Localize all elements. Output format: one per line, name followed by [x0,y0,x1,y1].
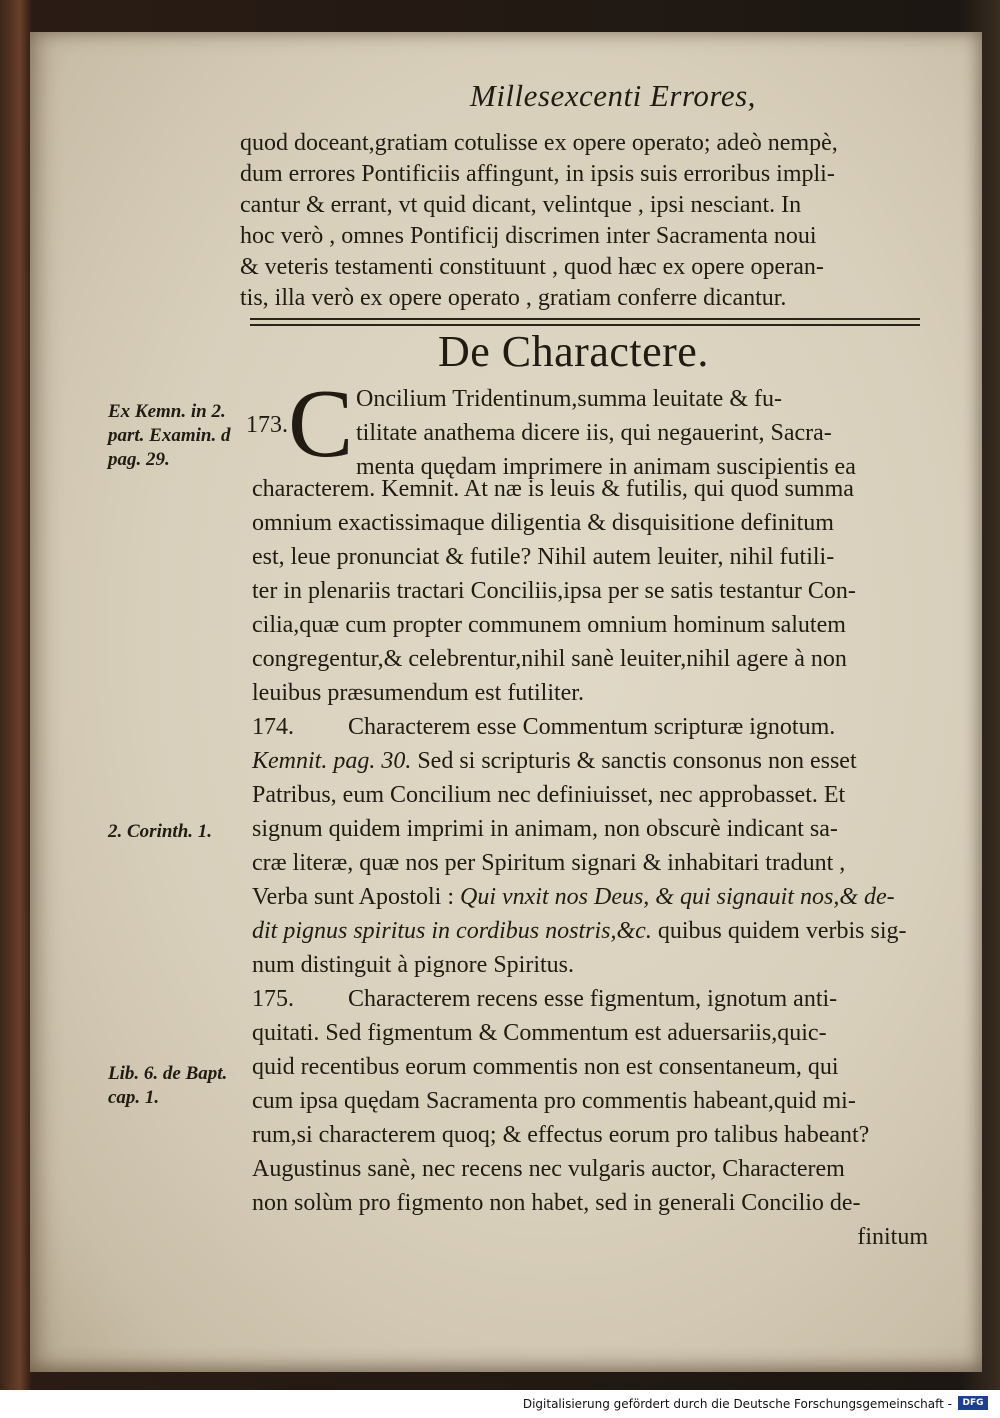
text-line: quid recentibus eorum commentis non est consentaneum, qui [252,1054,839,1080]
text-line: menta quędam imprimere in animam suscipientis ea [356,454,856,480]
text-line: tis, illa verò ex opere operato , gratiam conferre dicantur. [240,285,787,311]
text-line: leuibus præsumendum est futiliter. [252,680,584,706]
text-line [252,744,928,778]
marginal-line: Ex Kemn. in 2. [108,401,226,422]
text-line: cum ipsa quędam Sacramenta pro commentis habeant,quid mi- [252,1088,856,1114]
quotation: Qui vnxit nos Deus, & qui signauit nos,& de- [460,884,895,910]
text-line: finitum [857,1224,928,1250]
text-line: signum quidem imprimi in animam, non obscurè indicant sa- [252,816,838,842]
text-line: Characterem esse Commentum scripturæ ignotum. [348,714,836,740]
text-line: Patribus, eum Concilium nec definiuisset, nec approbasset. Et [252,782,846,808]
text-line: omnium exactissimaque diligentia & disquisitione definitum [252,510,834,536]
main-text [252,472,928,1254]
paragraph-173-opening [356,382,928,484]
book-page [30,32,982,1372]
text-line: non solùm pro figmento non habet, sed in generali Concilio de- [252,1190,861,1216]
marginal-note [108,1062,248,1110]
funding-credit: Digitalisierung gefördert durch die Deutsche Forschungsgemeinschaft - [522,1397,952,1411]
marginal-line: Lib. 6. de Bapt. [108,1063,228,1084]
paragraph-175-head [252,982,928,1016]
text-line [252,880,928,914]
drop-cap: C [288,370,354,478]
section-rule [250,318,920,320]
text-span: quibus quidem verbis sig- [657,918,907,944]
marginal-line: cap. 1. [108,1087,160,1108]
text-line: est, leue pronunciat & futile? Nihil autem leuiter, nihil futili- [252,544,835,570]
running-head: Millesexcenti Errores, [470,78,756,113]
text-line: cræ literæ, quæ nos per Spiritum signari & inhabitari tradunt , [252,850,846,876]
text-line: characterem. Kemnit. At næ is leuis & futilis, qui quod summa [252,476,854,502]
text-line: Oncilium Tridentinum,summa leuitate & fu- [356,386,782,412]
text-span: Sed si scripturis & sanctis consonus non esset [417,748,857,774]
text-line: Characterem recens esse figmentum, ignotum anti- [348,986,838,1012]
marginal-note [108,400,248,472]
reference: Kemnit. pag. 30. [252,748,412,774]
marginal-line: 2. Corinth. 1. [108,821,213,842]
marginal-note [108,820,248,844]
text-span: Verba sunt Apostoli : [252,884,454,910]
text-line: Augustinus sanè, nec recens nec vulgaris auctor, Characterem [252,1156,845,1182]
text-line: tilitate anathema dicere iis, qui negauerint, Sacra- [356,420,832,446]
marginal-line: pag. 29. [108,449,170,470]
paragraph-number: 174. [252,714,294,740]
text-line: num distinguit à pignore Spiritus. [252,952,574,978]
marginal-line: part. Examin. d [108,425,231,446]
text-line: cilia,quæ cum propter communem omnium hominum salutem [252,612,846,638]
text-line: ter in plenariis tractari Conciliis,ipsa per se satis testantur Con- [252,578,856,604]
text-line: dum errores Pontificiis affingunt, in ipsis suis erroribus impli- [240,161,835,187]
paragraph-174-head [252,710,928,744]
text-line: cantur & errant, vt quid dicant, velintque , ipsi nesciant. In [240,192,802,218]
paragraph-number: 175. [252,986,294,1012]
section-title: De Charactere. [438,327,709,376]
text-line: hoc verò , omnes Pontificij discrimen inter Sacramenta noui [240,223,817,249]
digitization-footer [0,1390,1000,1418]
text-line: rum,si characterem quoq; & effectus eorum pro talibus habeant? [252,1122,870,1148]
text-line [252,914,928,948]
paragraph-number: 173. [246,412,288,438]
text-line: & veteris testamenti constituunt , quod hæc ex opere operan- [240,254,824,280]
intro-paragraph [240,128,940,314]
text-line: quitati. Sed figmentum & Commentum est aduersariis,quic- [252,1020,827,1046]
text-line: quod doceant,gratiam cotulisse ex opere operato; adeò nempè, [240,130,838,156]
dfg-logo: DFG [958,1396,988,1410]
quotation: dit pignus spiritus in cordibus nostris,&c. [252,918,652,944]
text-line: congregentur,& celebrentur,nihil sanè leuiter,nihil agere à non [252,646,847,672]
